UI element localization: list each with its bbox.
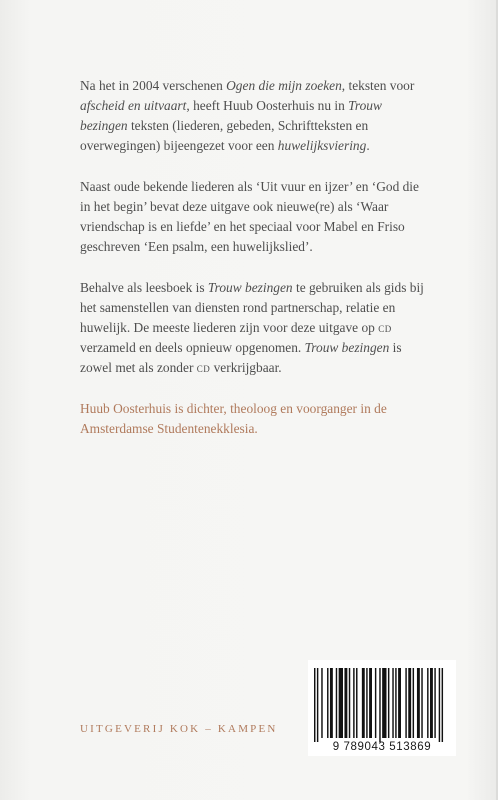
barcode-bar [427, 668, 428, 738]
barcode-bar [417, 668, 420, 738]
text-run: verkrijgbaar. [210, 360, 282, 375]
barcode-bar [413, 668, 414, 738]
barcode-bar [349, 668, 350, 738]
barcode-bar [439, 668, 440, 742]
text-run: , teksten voor [341, 78, 415, 93]
barcode-bar [392, 668, 393, 738]
text-run: , heeft Huub Oosterhuis nu in [186, 98, 349, 113]
barcode-bar [356, 668, 357, 738]
barcode-bar [398, 668, 401, 738]
title-ogen-die-mijn-zoeken: Ogen die mijn zoeken [226, 78, 342, 93]
barcode-bar [321, 668, 322, 738]
small-caps-cd: cd [196, 360, 211, 375]
small-caps-cd: cd [378, 320, 392, 335]
paragraph-author-bio: Huub Oosterhuis is dichter, theoloog en voorganger in de Amsterdamse Studentenekklesia. [80, 401, 387, 436]
barcode-bar [366, 668, 367, 738]
text-run: te gebruiken als gids bij het samenstellen van diensten rond partnerschap, relatie en huwelijk. De meeste liederen zijn voor deze uitgave op [80, 280, 424, 335]
barcode-bar [369, 668, 372, 738]
text-run: Behalve als leesboek is [80, 280, 208, 295]
barcode-bar [336, 668, 337, 738]
barcode-bar [379, 668, 380, 742]
text-run: Na het in 2004 verschenen [80, 78, 227, 93]
barcode-bar [362, 668, 365, 738]
isbn-barcode [308, 660, 456, 756]
text-run: . [366, 138, 370, 153]
publisher-name: UITGEVERIJ KOK – KAMPEN [80, 723, 278, 735]
barcode-bars [312, 668, 452, 742]
barcode-bar [314, 668, 315, 742]
barcode-bar [382, 668, 386, 738]
blurb-text [80, 76, 425, 460]
title-trouw-bezingen: Trouw bezingen [304, 340, 390, 355]
text-run: teksten (liederen, gebeden, Schriftteksten en overwegingen) bijeengezet voor een [80, 118, 369, 153]
barcode-bar [339, 668, 343, 738]
barcode-bar [344, 668, 347, 738]
title-trouw-bezingen: Trouw bezingen [207, 280, 293, 295]
text-run: verzameld en deels opnieuw opgenomen. [80, 340, 305, 355]
barcode-bar [395, 668, 396, 738]
paragraph-intro [80, 76, 425, 156]
barcode-bar [430, 668, 433, 738]
barcode-bar [353, 668, 354, 738]
barcode-bar [388, 668, 389, 738]
italic-afscheid-en-uitvaart: afscheid en uitvaart [80, 98, 187, 113]
paragraph-usage [80, 278, 425, 378]
barcode-bar [434, 668, 435, 738]
barcode-bar [405, 668, 406, 738]
italic-huwelijksviering: huwelijksviering [277, 138, 367, 153]
barcode-bar [327, 668, 328, 738]
barcode-bar [421, 668, 422, 738]
barcode-bar [408, 668, 411, 738]
barcode-bar [330, 668, 333, 738]
title-trouw-bezingen: Trouw bezingen [80, 98, 382, 133]
isbn-digits: 9 789043 513869 [332, 741, 432, 753]
barcode-bar [442, 668, 443, 742]
text-run: is zowel met als zonder [80, 340, 402, 375]
barcode-bar [375, 668, 376, 738]
barcode-bar [317, 668, 318, 742]
paragraph-songs: Naast oude bekende liederen als ‘Uit vuur en ijzer’ en ‘God die in het begin’ bevat deze uitgave ook nieuwe(re) als ‘Waar vriendschap is en liefde’ en het speciaal voor Mabel en Friso geschreven ‘Een psalm, een huwelijkslied’. [80, 179, 419, 254]
